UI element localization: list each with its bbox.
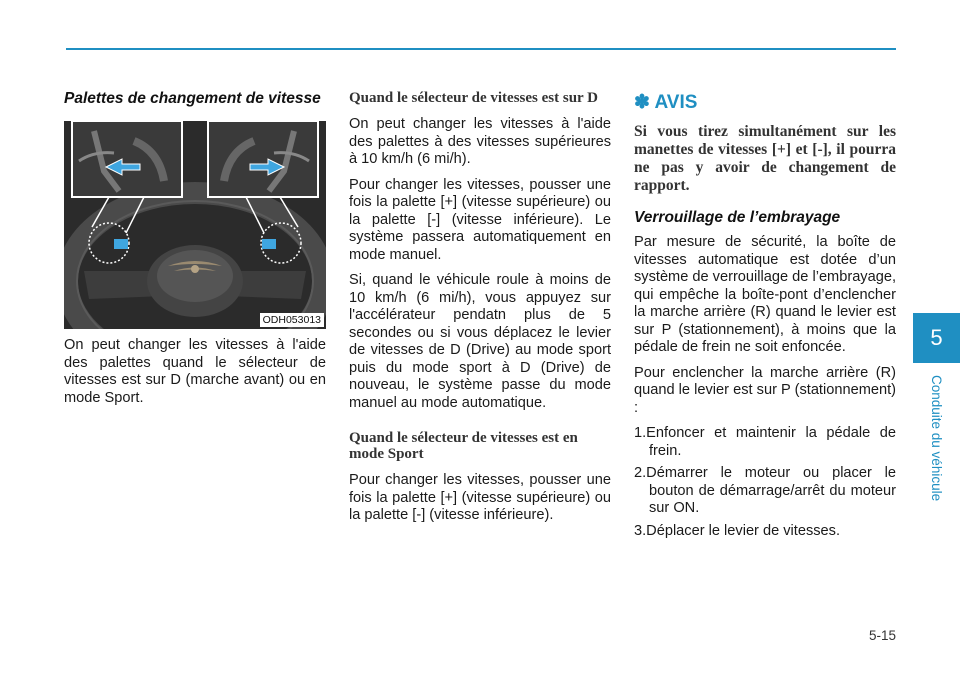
avis-title: ✽ AVIS xyxy=(634,92,698,113)
sport-paragraph: Pour changer les vitesses, pousser une fois la palette [+] (vitesse supérieure) ou la palette [-] (vitesse inférieure). xyxy=(349,472,611,523)
column-2 xyxy=(349,90,611,533)
drive-paragraph-2: Pour changer les vitesses, pousser une fois la palette [+] (vitesse supérieure) ou la palette [-] (vitesse inférieure). Le système passera automatiquement en mode manuel. xyxy=(349,176,611,263)
chapter-tab: 5 xyxy=(913,313,960,363)
shift-lock-paragraph-2: Pour enclencher la marche arrière (R) quand le levier est sur P (stationnement) : xyxy=(634,364,896,416)
avis-body: Si vous tirez simultanément sur les manettes de vitesses [+] et [-], il pourra ne pas y avoir de changement de rapport. xyxy=(634,123,896,194)
steering-wheel-illustration xyxy=(64,121,326,329)
chapter-title: Conduite du véhicule xyxy=(929,374,944,502)
column-3 xyxy=(634,90,896,545)
steering-wheel-figure xyxy=(64,121,326,329)
page-number: 5-15 xyxy=(868,628,896,643)
paddles-description: On peut changer les vitesses à l'aide des palettes quand le sélecteur de vitesses est sur D (marche avant) ou en mode Sport. xyxy=(64,337,326,406)
figure-code: ODH053013 xyxy=(260,313,324,327)
step-item: 2.Démarrer le moteur ou placer le bouton de démarrage/arrêt du moteur sur ON. xyxy=(634,465,896,516)
drive-paragraph-3: Si, quand le véhicule roule à moins de 10 km/h (6 mi/h), vous appuyez sur l'accélérateur pendatn plus de 5 secondes ou si vous déplacez le levier de vitesses de D (Drive) au mode sport puis du mode sport à D (Drive) de nouveau, le système passe du mode manuel au mode automatique. xyxy=(349,272,611,411)
shift-lock-paragraph-1: Par mesure de sécurité, la boîte de vitesses automatique est dotée d’un système de verrouillage de l’embrayage, qui empêche la boîte-pont d’enclencher la marche arrière (R) quand le levier est sur P (stationnement), à moins que la pédale de frein ne soit enfoncée. xyxy=(634,234,897,355)
heading-drive-mode: Quand le sélecteur de vitesses est sur D xyxy=(349,90,599,106)
heading-sport-mode: Quand le sélecteur de vitesses est en mode Sport xyxy=(349,430,578,462)
drive-paragraph-1: On peut changer les vitesses à l'aide des palettes à des vitesses supérieures à 10 km/h (6 mi/h). xyxy=(349,116,611,167)
section-heading-paddles: Palettes de changement de vitesse xyxy=(64,90,321,107)
step-item: 3.Déplacer le levier de vitesses. xyxy=(634,522,841,539)
section-heading-shift-lock: Verrouillage de l’embrayage xyxy=(634,209,841,226)
step-item: 1.Enfoncer et maintenir la pédale de frein. xyxy=(634,425,896,459)
header-rule xyxy=(66,48,896,50)
column-1 xyxy=(64,90,326,415)
